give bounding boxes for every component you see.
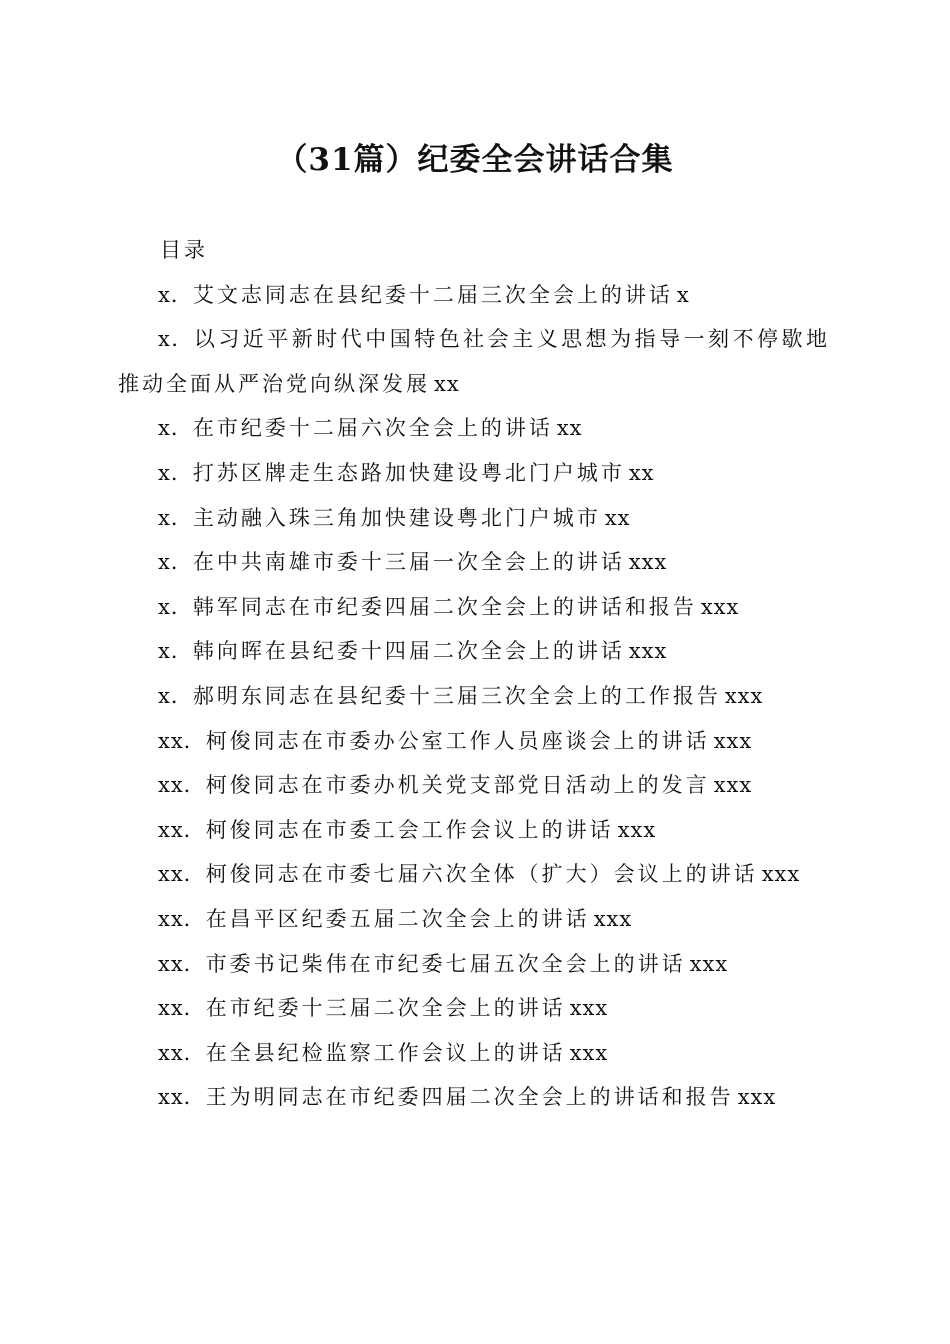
toc-item-title: 王为明同志在市纪委四届二次全会上的讲话和报告 bbox=[205, 1085, 734, 1110]
toc-item-page: xxx bbox=[761, 862, 801, 887]
toc-heading: 目录 bbox=[160, 238, 208, 262]
toc-item-page: xxx bbox=[628, 639, 668, 664]
toc-item[interactable] bbox=[118, 674, 830, 719]
toc-item-number: x． bbox=[158, 550, 193, 575]
toc-item[interactable] bbox=[118, 273, 830, 318]
toc-item[interactable] bbox=[118, 719, 830, 764]
toc-item-page: x bbox=[676, 282, 690, 307]
toc-item-page: xxx bbox=[700, 594, 740, 619]
toc-item-page: xxx bbox=[569, 996, 609, 1021]
toc-item-number: x． bbox=[158, 639, 193, 664]
toc-item-title: 市委书记柴伟在市纪委七届五次全会上的讲话 bbox=[205, 951, 686, 976]
toc-item[interactable] bbox=[118, 585, 830, 630]
toc-item[interactable] bbox=[118, 763, 830, 808]
toc-item[interactable] bbox=[118, 942, 830, 987]
toc-item-title: 在中共南雄市委十三届一次全会上的讲话 bbox=[192, 550, 625, 575]
toc-item-number: xx． bbox=[158, 906, 206, 931]
toc-item-page: xx bbox=[434, 371, 460, 396]
toc-item[interactable] bbox=[118, 808, 830, 853]
toc-item-title: 主动融入珠三角加快建设粤北门户城市 bbox=[192, 505, 601, 530]
toc-item-title: 柯俊同志在市委办机关党支部党日活动上的发言 bbox=[205, 773, 710, 798]
toc-item-title: 以习近平新时代中国特色社会主义思想为指导一刻不停歇地推动全面从严治党向纵深发展 bbox=[118, 327, 831, 396]
toc-item[interactable] bbox=[118, 406, 830, 451]
toc-item-title: 柯俊同志在市委七届六次全体（扩大）会议上的讲话 bbox=[205, 862, 758, 887]
toc-item-number: xx． bbox=[158, 1040, 206, 1065]
toc-item[interactable] bbox=[118, 451, 830, 496]
toc-item[interactable] bbox=[118, 1075, 830, 1120]
toc-list bbox=[118, 273, 830, 1120]
toc-item-title: 柯俊同志在市委工会工作会议上的讲话 bbox=[205, 817, 614, 842]
toc-item[interactable] bbox=[118, 496, 830, 541]
toc-item-page: xxx bbox=[569, 1040, 609, 1065]
toc-item-page: xxx bbox=[724, 683, 764, 708]
toc-item-number: xx． bbox=[158, 773, 206, 798]
toc-item[interactable] bbox=[118, 317, 830, 406]
document-title: （31篇）纪委全会讲话合集 bbox=[276, 142, 674, 178]
toc-item-number: xx． bbox=[158, 728, 206, 753]
table-of-contents bbox=[118, 228, 830, 1120]
toc-item-number: x． bbox=[158, 505, 193, 530]
toc-item-number: x． bbox=[158, 594, 193, 619]
toc-item-title: 韩军同志在市纪委四届二次全会上的讲话和报告 bbox=[192, 594, 697, 619]
toc-item-number: x． bbox=[158, 327, 194, 352]
toc-item[interactable] bbox=[118, 1031, 830, 1076]
toc-item-title: 在市纪委十二届六次全会上的讲话 bbox=[192, 416, 553, 441]
toc-item-title: 在全县纪检监察工作会议上的讲话 bbox=[205, 1040, 566, 1065]
toc-item-title: 柯俊同志在市委办公室工作人员座谈会上的讲话 bbox=[205, 728, 710, 753]
toc-item-number: xx． bbox=[158, 1085, 206, 1110]
toc-item-title: 打苏区牌走生态路加快建设粤北门户城市 bbox=[192, 460, 625, 485]
toc-item-number: xx． bbox=[158, 817, 206, 842]
toc-item-number: x． bbox=[158, 683, 193, 708]
toc-item-title: 在市纪委十三届二次全会上的讲话 bbox=[205, 996, 566, 1021]
toc-item[interactable] bbox=[118, 629, 830, 674]
toc-item-page: xxx bbox=[713, 728, 753, 753]
toc-item-page: xxx bbox=[617, 817, 657, 842]
toc-item-page: xx bbox=[628, 460, 655, 485]
toc-item-page: xxx bbox=[713, 773, 753, 798]
toc-item-page: xxx bbox=[593, 906, 633, 931]
toc-item-title: 艾文志同志在县纪委十二届三次全会上的讲话 bbox=[192, 282, 673, 307]
toc-item[interactable] bbox=[118, 540, 830, 585]
toc-item-number: xx． bbox=[158, 996, 206, 1021]
toc-item[interactable] bbox=[118, 852, 830, 897]
toc-item-number: x． bbox=[158, 282, 193, 307]
toc-item-page: xx bbox=[556, 416, 583, 441]
toc-item-page: xxx bbox=[737, 1085, 777, 1110]
toc-item-number: x． bbox=[158, 416, 193, 441]
toc-item-title: 韩向晖在县纪委十四届二次全会上的讲话 bbox=[192, 639, 625, 664]
toc-item-title: 郝明东同志在县纪委十三届三次全会上的工作报告 bbox=[192, 683, 721, 708]
toc-item-number: xx． bbox=[158, 951, 206, 976]
toc-item-page: xx bbox=[604, 505, 631, 530]
toc-item-number: xx． bbox=[158, 862, 206, 887]
toc-item[interactable] bbox=[118, 897, 830, 942]
toc-item-number: x． bbox=[158, 460, 193, 485]
toc-item-page: xxx bbox=[628, 550, 668, 575]
toc-item-title: 在昌平区纪委五届二次全会上的讲话 bbox=[205, 906, 590, 931]
toc-item[interactable] bbox=[118, 986, 830, 1031]
toc-item-page: xxx bbox=[689, 951, 729, 976]
